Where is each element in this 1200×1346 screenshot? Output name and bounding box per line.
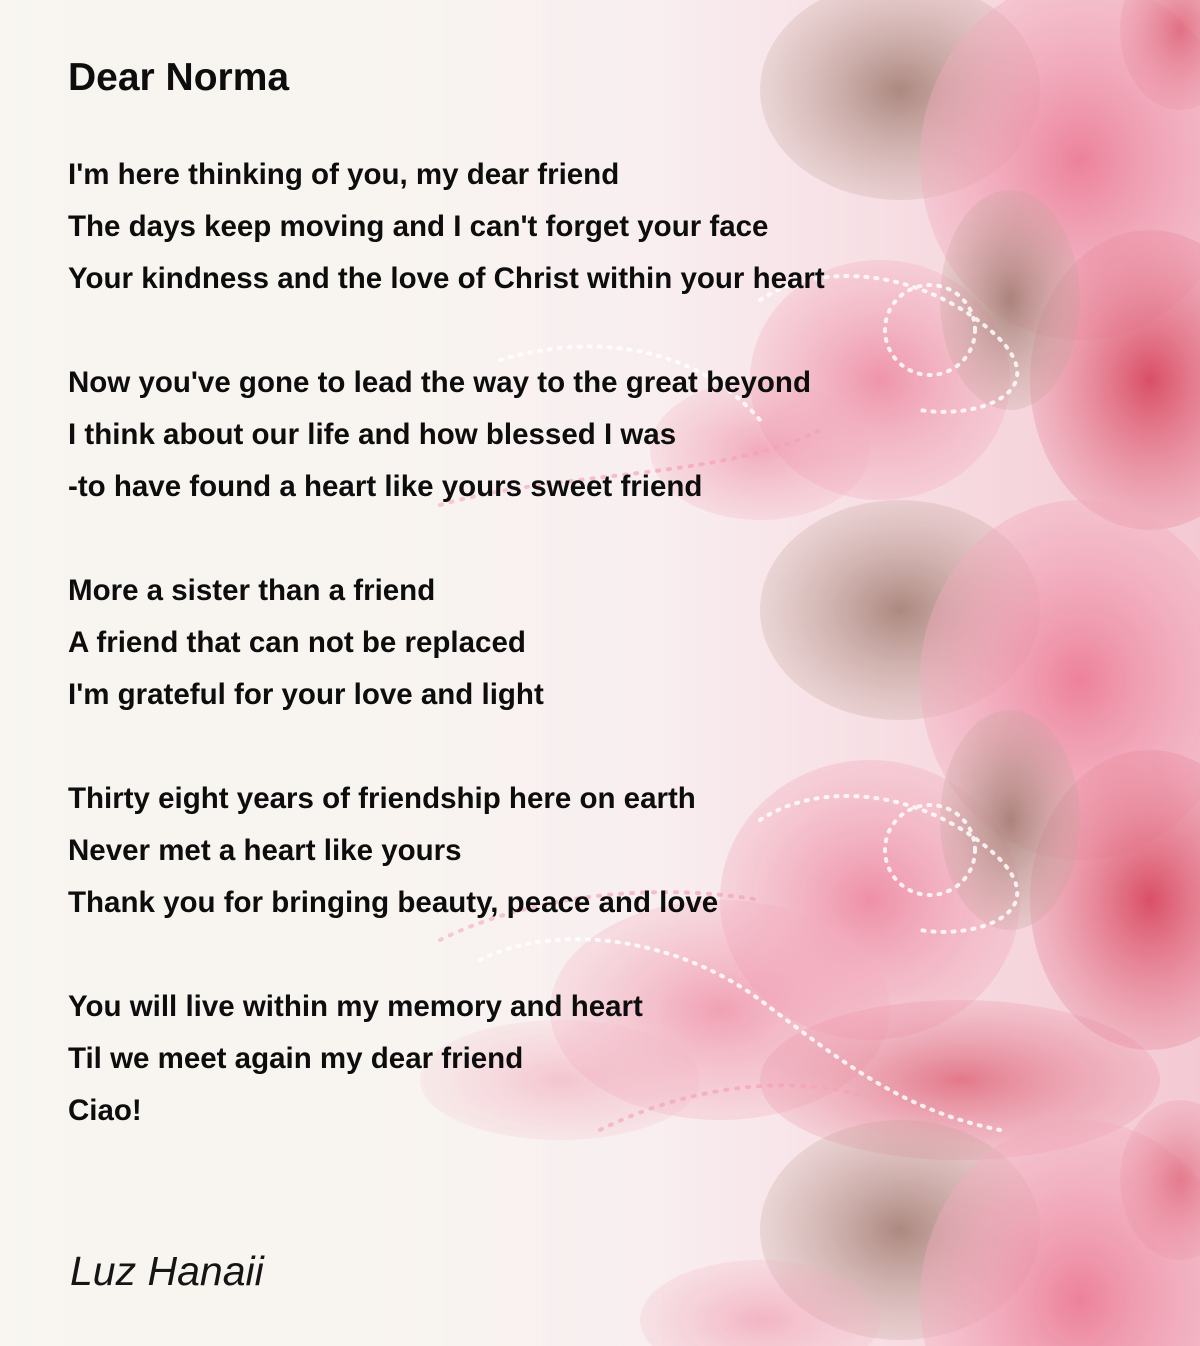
poem-line: Your kindness and the love of Christ within your heart xyxy=(68,262,825,295)
poem-line: You will live within my memory and heart xyxy=(68,990,643,1023)
poem-line: I think about our life and how blessed I was xyxy=(68,418,677,451)
poem-line: More a sister than a friend xyxy=(68,574,436,607)
poem-line: -to have found a heart like yours sweet friend xyxy=(68,470,703,503)
poem-line: Ciao! xyxy=(68,1094,142,1127)
stanza xyxy=(68,357,825,513)
poem-line: The days keep moving and I can't forget your face xyxy=(68,210,769,243)
poem-line: Never met a heart like yours xyxy=(68,834,462,867)
poem-line: A friend that can not be replaced xyxy=(68,626,526,659)
poem-body xyxy=(68,149,825,1189)
poem-title: Dear Norma xyxy=(68,56,290,99)
poem-line: I'm here thinking of you, my dear friend xyxy=(68,158,620,191)
poem-line: Thirty eight years of friendship here on earth xyxy=(68,782,696,815)
poem-line: I'm grateful for your love and light xyxy=(68,678,544,711)
stanza xyxy=(68,981,825,1137)
stanza xyxy=(68,773,825,929)
poem-author: Luz Hanaii xyxy=(70,1248,264,1294)
poem-line: Now you've gone to lead the way to the great beyond xyxy=(68,366,811,399)
stanza xyxy=(68,565,825,721)
stanza xyxy=(68,149,825,305)
poem-line: Til we meet again my dear friend xyxy=(68,1042,524,1075)
poem-line: Thank you for bringing beauty, peace and love xyxy=(68,886,719,919)
